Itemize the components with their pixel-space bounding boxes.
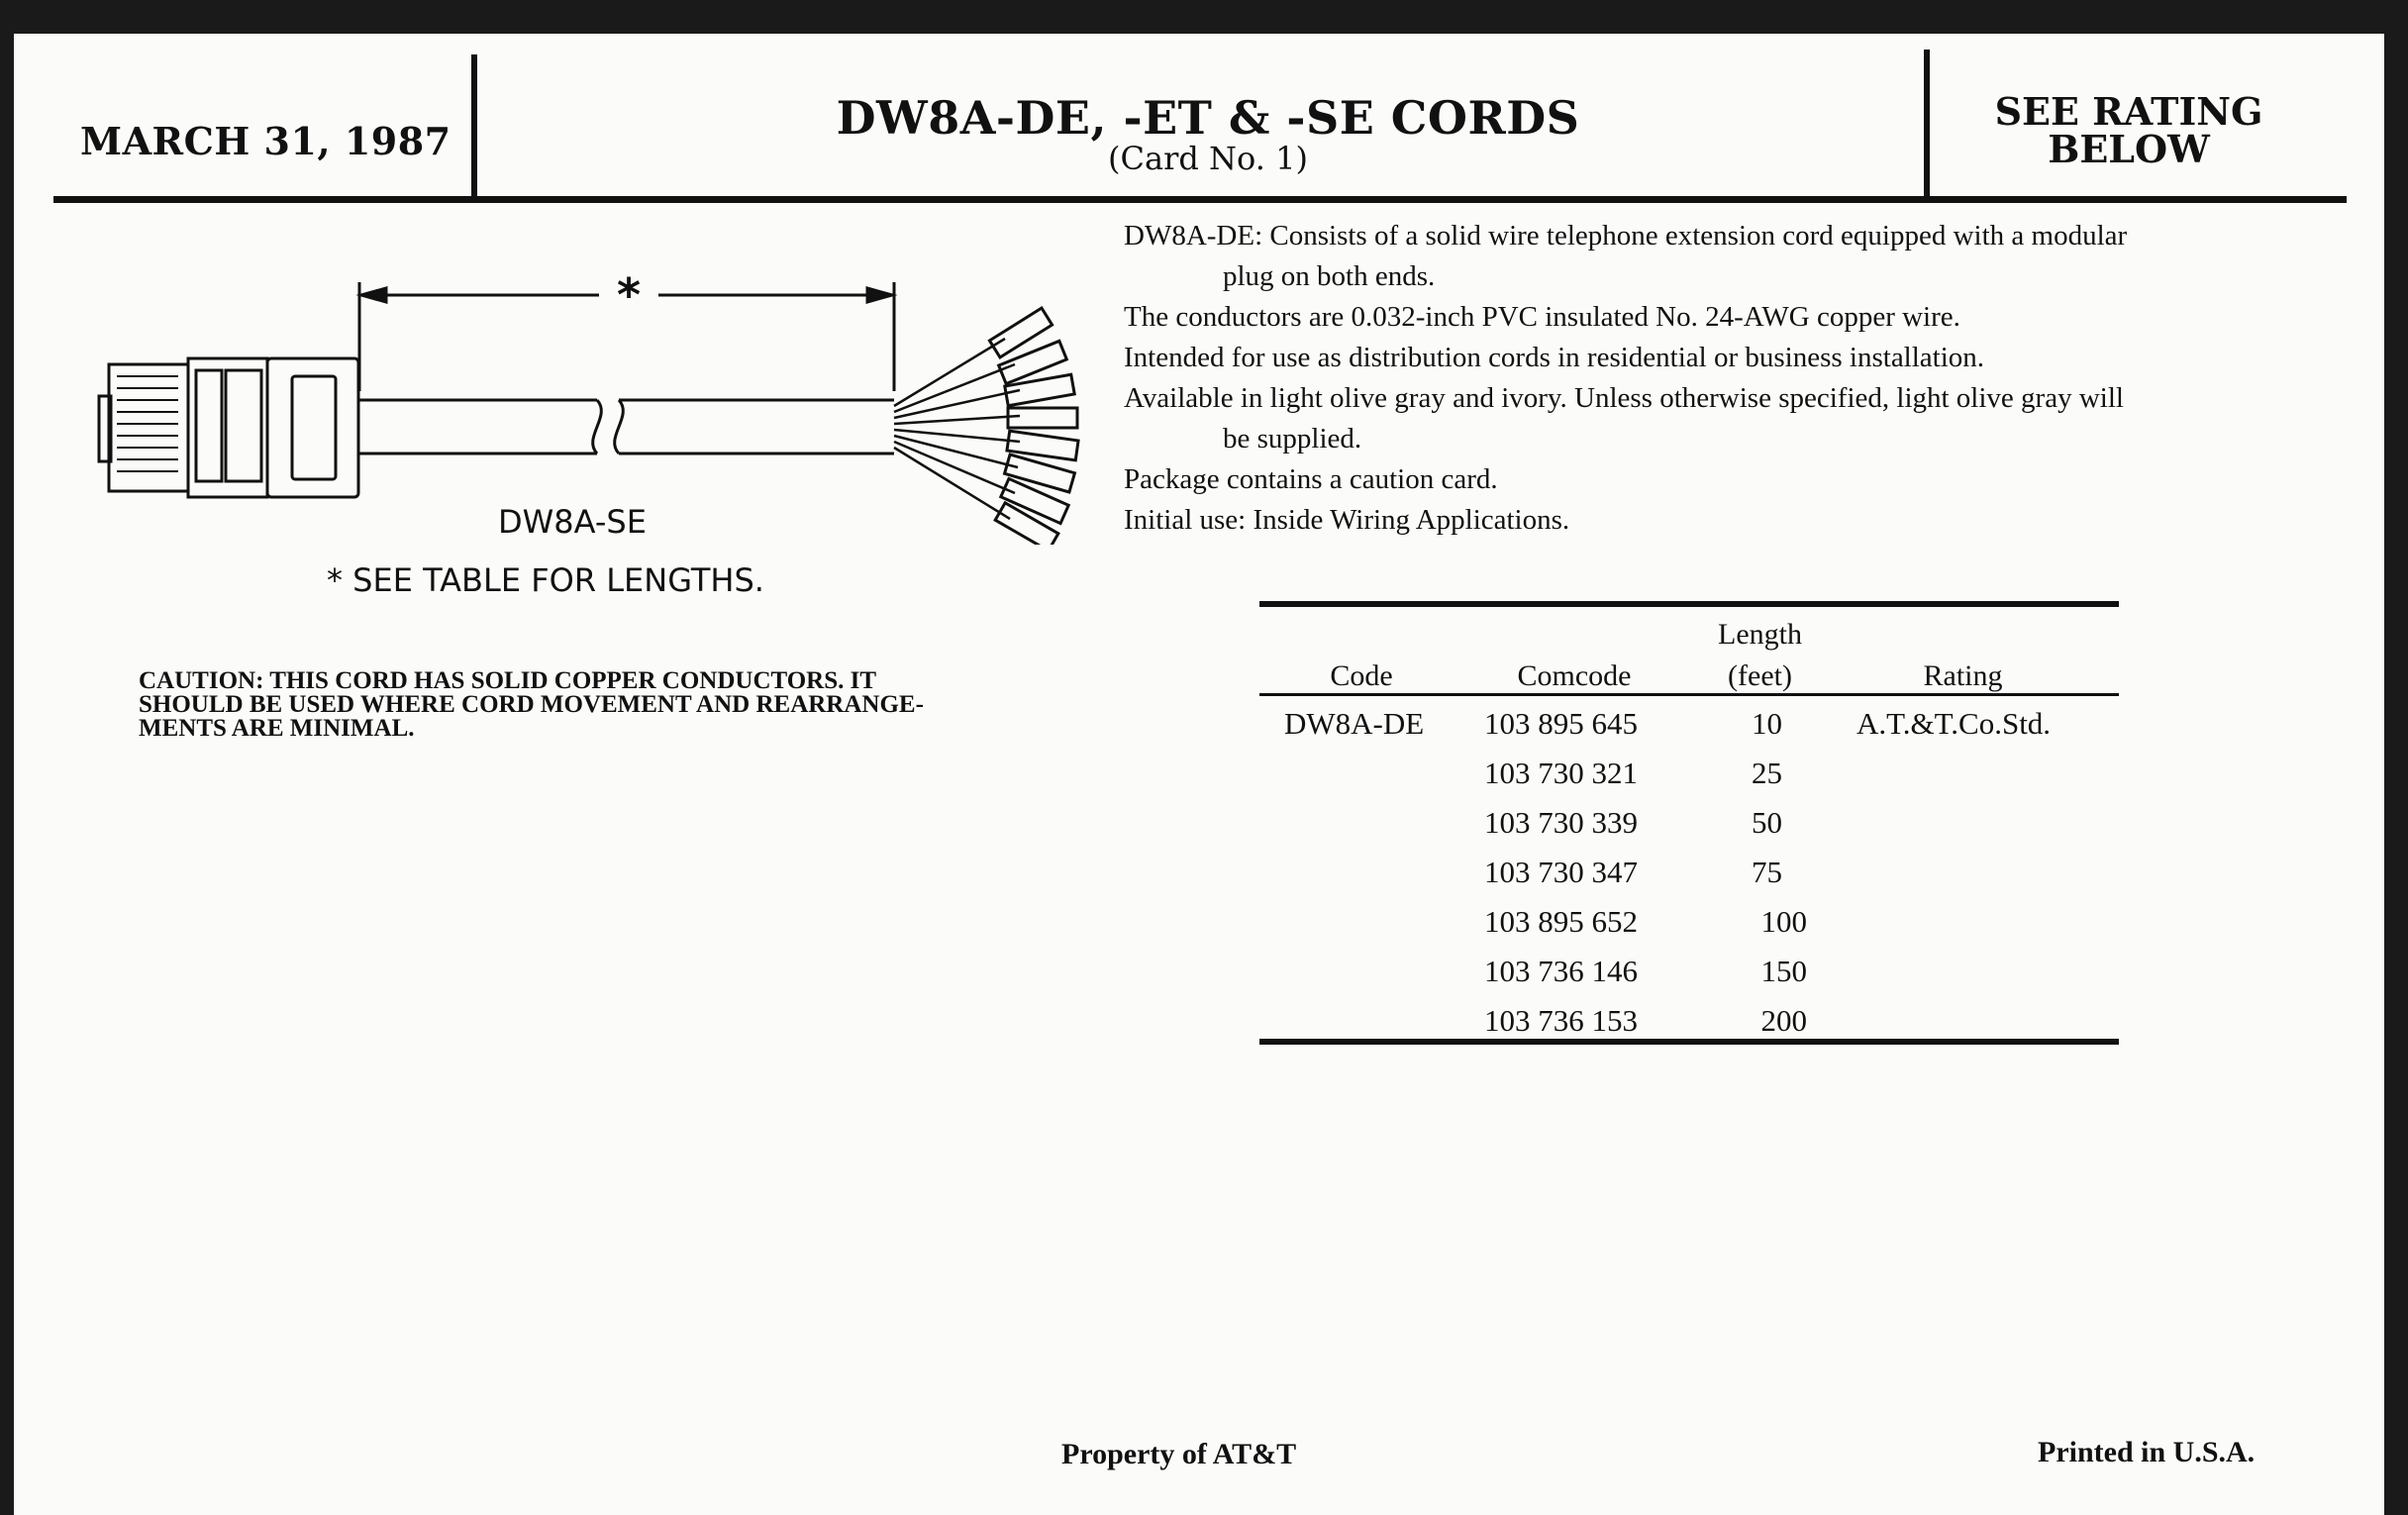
cell-code: DW8A-DE — [1284, 706, 1425, 741]
col-header-rating: Rating — [1923, 659, 2003, 692]
cell-length: 200 — [1760, 1003, 1807, 1038]
lengths-note: * SEE TABLE FOR LENGTHS. — [327, 561, 764, 599]
cell-length: 150 — [1760, 954, 1807, 988]
dimension-arrow-left — [361, 288, 386, 302]
col-header-code: Code — [1330, 659, 1393, 692]
card-title: DW8A-DE, -ET & -SE CORDS — [836, 91, 1580, 145]
cable-break-left — [593, 400, 602, 454]
rating-note — [1931, 89, 2327, 171]
caution-line: MENTS ARE MINIMAL. — [139, 715, 415, 742]
cell-comcode: 103 736 153 — [1484, 1003, 1638, 1038]
footer-property: Property of AT&T — [1061, 1438, 1297, 1470]
conductor-ends — [989, 308, 1078, 545]
description-line: DW8A-DE: Consists of a solid wire telephone extension cord equipped with a modular — [1124, 220, 2128, 252]
plug-latch-right — [226, 370, 261, 481]
plug-latch-housing — [188, 358, 267, 497]
caution-line: SHOULD BE USED WHERE CORD MOVEMENT AND REARRANGE- — [139, 691, 924, 718]
col-header-length-top: Length — [1718, 618, 1802, 651]
rating-line-1: SEE RATING — [1994, 89, 2263, 134]
description-line: Initial use: Inside Wiring Applications. — [1124, 504, 1570, 536]
card-subtitle: (Card No. 1) — [1108, 140, 1308, 177]
caution-line: CAUTION: THIS CORD HAS SOLID COPPER CONDUCTORS. IT — [139, 667, 877, 694]
cable-break-right — [615, 400, 624, 454]
cell-length: 100 — [1760, 904, 1807, 939]
description-line: Intended for use as distribution cords in residential or business installation. — [1124, 342, 1985, 373]
description — [1124, 216, 2312, 541]
col-header-comcode: Comcode — [1517, 659, 1632, 692]
header-divider-right — [1924, 50, 1930, 198]
plug-boot — [267, 358, 358, 497]
cell-comcode: 103 736 146 — [1484, 954, 1638, 988]
diagram-label: DW8A-SE — [498, 503, 647, 541]
plug-contacts — [117, 376, 178, 471]
plug-latch-left — [196, 370, 222, 481]
dimension-arrow-right — [867, 288, 892, 302]
cell-comcode: 103 730 339 — [1484, 805, 1638, 840]
dimension-asterisk: * — [616, 268, 642, 322]
description-continuation: plug on both ends. — [1223, 260, 1436, 292]
description-line: Package contains a caution card. — [1124, 463, 1498, 495]
plug-boot-window — [292, 376, 336, 479]
cell-length: 50 — [1752, 805, 1782, 840]
cell-comcode: 103 730 321 — [1484, 756, 1638, 790]
cell-length: 75 — [1752, 855, 1782, 889]
description-line: The conductors are 0.032-inch PVC insulated No. 24-AWG copper wire. — [1124, 301, 1960, 333]
card-date: MARCH 31, 1987 — [80, 119, 452, 163]
description-continuation: be supplied. — [1223, 423, 1362, 454]
table-bottom-rule — [1259, 1039, 2119, 1045]
cell-comcode: 103 895 645 — [1484, 706, 1638, 741]
table-header-rule — [1259, 693, 2119, 696]
cell-rating: A.T.&T.Co.Std. — [1856, 706, 2052, 741]
col-header-length-bottom: (feet) — [1728, 659, 1792, 692]
cell-length: 25 — [1752, 756, 1782, 790]
cell-comcode: 103 895 652 — [1484, 904, 1638, 939]
description-line: Available in light olive gray and ivory. Unless otherwise specified, light olive gray will — [1124, 382, 2124, 414]
cell-length: 10 — [1752, 706, 1782, 741]
rating-line-2: BELOW — [2048, 127, 2210, 171]
table-top-rule — [1259, 601, 2119, 607]
header-divider-left — [471, 54, 477, 201]
footer-printed: Printed in U.S.A. — [2038, 1436, 2256, 1468]
caution-text — [139, 669, 1069, 741]
cell-comcode: 103 730 347 — [1484, 855, 1638, 889]
header-rule — [53, 196, 2347, 203]
